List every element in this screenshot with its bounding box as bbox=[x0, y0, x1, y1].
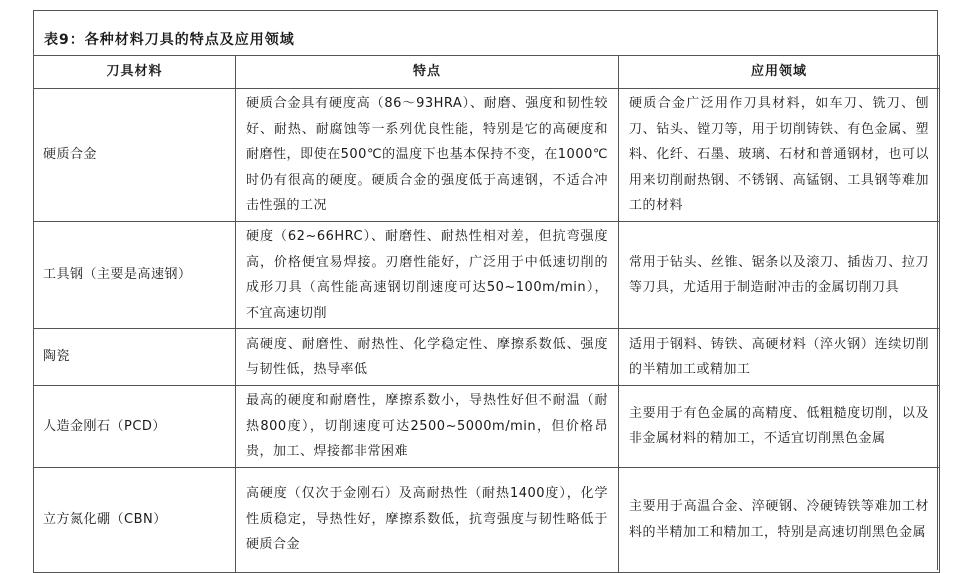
features-cell: 高硬度、耐磨性、耐热性、化学稳定性、摩擦系数低、强度与韧性低，热导率低 bbox=[236, 329, 619, 386]
applications-cell: 适用于钢料、铸铁、高硬材料（淬火钢）连续切削的半精加工或精加工 bbox=[619, 329, 940, 386]
table-row bbox=[34, 329, 940, 386]
header-row bbox=[34, 56, 940, 89]
features-cell: 硬度（62~66HRC）、耐磨性、耐热性相对差，但抗弯强度高，价格便宜易焊接。刃磨性能好，广泛用于中低速切削的成形刀具（高性能高速钢切削速度可达50~100m/min），不宜高速切削 bbox=[236, 222, 619, 329]
header-features: 特点 bbox=[236, 56, 619, 89]
material-cell: 人造金刚石（PCD） bbox=[34, 386, 236, 468]
applications-cell: 常用于钻头、丝锥、锯条以及滚刀、插齿刀、拉刀等刀具，尤适用于制造耐冲击的金属切削刀具 bbox=[619, 222, 940, 329]
materials-table bbox=[33, 55, 940, 573]
header-applications: 应用领域 bbox=[619, 56, 940, 89]
table-title: 表9：各种材料刀具的特点及应用领域 bbox=[44, 32, 295, 48]
features-cell: 最高的硬度和耐磨性，摩擦系数小，导热性好但不耐温（耐热800度），切削速度可达2500~5000m/min，但价格昂贵，加工、焊接都非常困难 bbox=[236, 386, 619, 468]
table-row bbox=[34, 386, 940, 468]
applications-cell: 主要用于高温合金、淬硬钢、冷硬铸铁等难加工材料的半精加工和精加工，特别是高速切削黑色金属 bbox=[619, 467, 940, 572]
applications-cell: 硬质合金广泛用作刀具材料，如车刀、铣刀、刨刀、钻头、镗刀等，用于切削铸铁、有色金属、塑料、化纤、石墨、玻璃、石材和普通钢材，也可以用来切削耐热钢、不锈钢、高锰钢、工具钢等难加工的材料 bbox=[619, 89, 940, 222]
material-cell: 工具钢（主要是高速钢） bbox=[34, 222, 236, 329]
material-cell: 陶瓷 bbox=[34, 329, 236, 386]
applications-cell: 主要用于有色金属的高精度、低粗糙度切削，以及非金属材料的精加工，不适宜切削黑色金属 bbox=[619, 386, 940, 468]
header-material: 刀具材料 bbox=[34, 56, 236, 89]
table-row bbox=[34, 467, 940, 572]
features-cell: 硬质合金具有硬度高（86～93HRA）、耐磨、强度和韧性较好、耐热、耐腐蚀等一系列优良性能，特别是它的高硬度和耐磨性，即使在500℃的温度下也基本保持不变，在1000℃时仍有很高的硬度。硬质合金的强度低于高速钢，不适合冲击性强的工况 bbox=[236, 89, 619, 222]
material-cell: 硬质合金 bbox=[34, 89, 236, 222]
material-cell: 立方氮化硼（CBN） bbox=[34, 467, 236, 572]
features-cell: 高硬度（仅次于金刚石）及高耐热性（耐热1400度），化学性质稳定，导热性好，摩擦系数低，抗弯强度与韧性略低于硬质合金 bbox=[236, 467, 619, 572]
table-row bbox=[34, 222, 940, 329]
table-row bbox=[34, 89, 940, 222]
